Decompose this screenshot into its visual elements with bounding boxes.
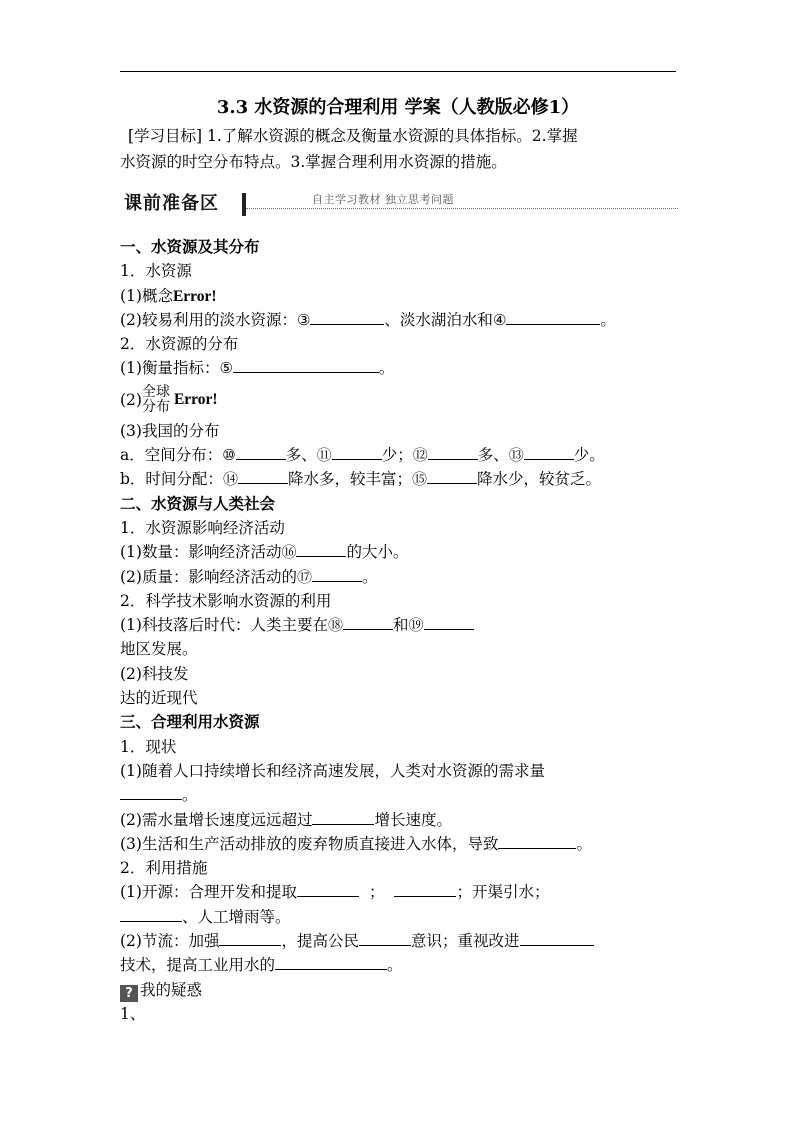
page-title: 3.3 水资源的合理利用 学案（人教版必修1） [216, 97, 580, 118]
top-rule [120, 71, 676, 72]
banner-label: 课前准备区 [124, 193, 219, 214]
question-icon: ? [120, 985, 138, 1002]
fill-blank-growth[interactable] [312, 809, 374, 825]
item-3-1: 1．现状 [120, 737, 177, 756]
fill-blank-16[interactable] [296, 541, 346, 557]
modern-tech-line: (2)科技发 [120, 664, 189, 683]
low-tech-line-cont: 地区发展。 [120, 640, 198, 659]
error-text: Error! [172, 287, 217, 305]
fill-blank-3[interactable] [310, 309, 384, 325]
china-distribution: (3)我国的分布 [120, 421, 220, 440]
learning-objectives [120, 123, 676, 175]
section-1-heading: 一、水资源及其分布 [120, 237, 260, 256]
fill-blank-pollution[interactable] [498, 833, 576, 849]
item-1: 1．水资源 [120, 262, 192, 281]
fill-blank-5[interactable] [233, 357, 379, 373]
objectives-line-2: 水资源的时空分布特点。3.掌握合理利用水资源的措施。 [120, 153, 507, 171]
item-2-1: 1．水资源影响经济活动 [120, 518, 285, 537]
banner-divider [242, 193, 246, 216]
growth-line: (2)需水量增长速度远远超过 增长速度。 [120, 810, 452, 829]
doubts-item-1[interactable]: 1、 [120, 1004, 146, 1023]
item-2: 2．水资源的分布 [120, 335, 239, 354]
error-text: Error! [173, 390, 218, 408]
banner-dotted-rule [246, 208, 678, 209]
modern-tech-line-cont: 达的近现代 [120, 689, 198, 708]
fill-blank-11[interactable] [332, 444, 382, 460]
spatial-line: a．空间分布：⑩ 多、⑪ 少；⑫ 多、⑬ 少。 [120, 446, 605, 465]
fill-blank-demand[interactable] [120, 784, 182, 800]
fill-blank-19[interactable] [424, 614, 474, 630]
fill-blank-conserve-1[interactable] [219, 930, 281, 946]
section-3-heading: 三、合理利用水资源 [120, 712, 260, 732]
worksheet-content [120, 235, 680, 1026]
fill-blank-15[interactable] [427, 468, 477, 484]
fill-blank-18[interactable] [343, 614, 393, 630]
fill-blank-conserve-4[interactable] [275, 954, 387, 970]
demand-line: (1)随着人口持续增长和经济高速发展，人类对水资源的需求量 [120, 761, 545, 780]
open-source-line-cont: 、人工增雨等。 [120, 905, 680, 929]
section-2-heading: 二、水资源与人类社会 [120, 493, 276, 513]
global-distribution-line: (2) 全球 分布 Error! [120, 381, 680, 419]
item-3-2: 2．利用措施 [120, 859, 208, 878]
objectives-line-1: [学习目标] 1.了解水资源的概念及衡量水资源的具体指标。2.掌握 [128, 127, 578, 145]
fill-blank-source-3[interactable] [120, 906, 182, 922]
fill-blank-13[interactable] [524, 444, 574, 460]
fill-blank-source-2[interactable] [394, 881, 456, 897]
fill-blank-10[interactable] [236, 444, 286, 460]
section-banner [120, 191, 678, 217]
banner-subtitle: 自主学习教材 独立思考问题 [312, 193, 454, 206]
low-tech-line: (1)科技落后时代：人类主要在⑱ 和⑲ [120, 613, 680, 637]
freshwater-line: (2)较易利用的淡水资源：③ 、淡水湖泊水和④ 。 [120, 310, 616, 329]
concept-line: (1)概念Error! [120, 286, 217, 305]
open-source-line: (1)开源：合理开发和提取 ； ；开渠引水； [120, 883, 550, 902]
conserve-line: (2)节流：加强 ，提高公民 意识；重视改进 [120, 929, 680, 953]
fill-blank-17[interactable] [312, 566, 362, 582]
global-distribution-label: 全球 分布 [141, 383, 170, 415]
fill-blank-4[interactable] [506, 309, 600, 325]
conserve-line-cont: 技术，提高工业用水的 。 [120, 956, 403, 975]
temporal-line: b．时间分配：⑭ 降水多，较丰富；⑮ 降水少，较贫乏。 [120, 470, 601, 489]
item-2-2: 2．科学技术影响水资源的利用 [120, 591, 332, 610]
fill-blank-14[interactable] [238, 468, 288, 484]
quantity-line: (1)数量：影响经济活动⑯ 的大小。 [120, 543, 409, 562]
doubts-heading: ? 我的疑惑 [120, 978, 680, 1002]
fill-blank-conserve-2[interactable] [359, 930, 411, 946]
demand-line-cont: 。 [120, 783, 680, 807]
indicator-line: (1)衡量指标：⑤ 。 [120, 359, 395, 378]
fill-blank-source-1[interactable] [297, 881, 359, 897]
fill-blank-conserve-3[interactable] [520, 930, 594, 946]
fill-blank-12[interactable] [428, 444, 478, 460]
quality-line: (2)质量：影响经济活动的⑰ 。 [120, 567, 378, 586]
pollution-line: (3)生活和生产活动排放的废弃物质直接进入水体，导致 。 [120, 834, 592, 853]
